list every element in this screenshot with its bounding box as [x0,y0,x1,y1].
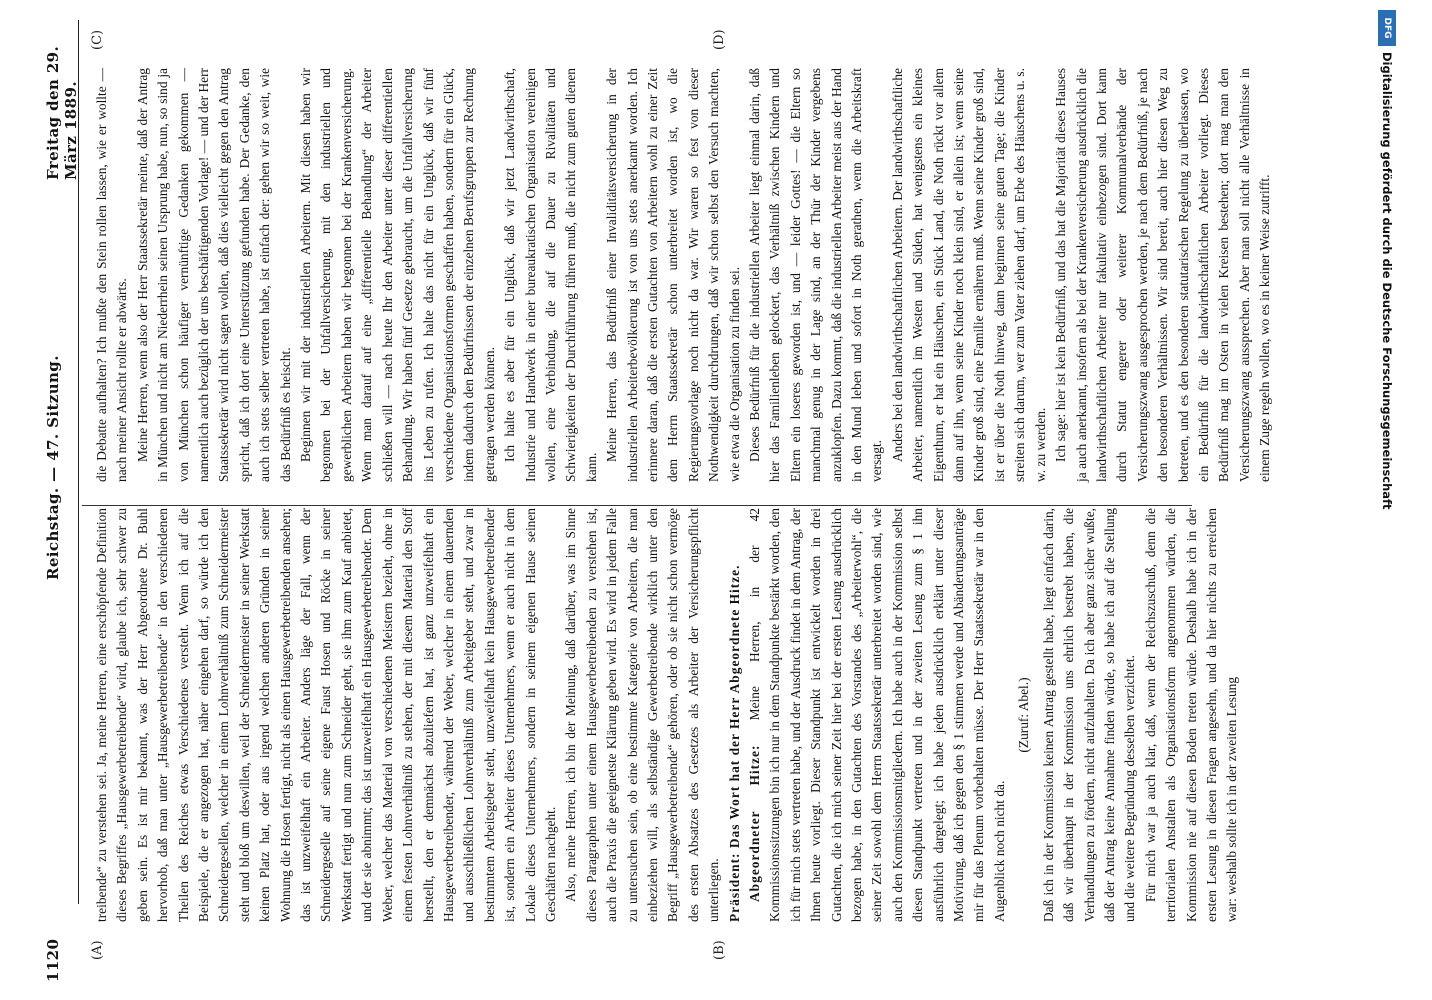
session-date: Freitag den 29. März 1889. [44,45,80,180]
paragraph: Ich halte es aber für ein Unglück, daß wir jetzt Landwirthschaft, Industrie und Handwerk in einer bureaukratischen Organisation vereinigen wollen, eine Verbindung, die auf die Dauer zu Rivalitäten und Schwierigkeiten der Durchführung führen muß, die nicht zum guten dienen kann. [502,68,599,482]
margin-marker-a: (A) [90,940,105,960]
funding-note [1380,52,1396,972]
margin-marker-c: (C) [90,29,105,50]
dfg-logo-text: DFG [1382,17,1392,39]
speaker-announcement [725,508,745,922]
paragraph: Beginnen wir mit der industriellen Arbeitern. Mit diesen haben wir begonnen bei der Unfallversicherung, mit den industriellen und gewerblichen Arbeitern haben wir begonnen bei der Krankenversicherung. Wenn man darauf auf eine „differentielle Behandlung“ der Arbeiter schließen will — nach heute Ihr den Arbeiter unter dieser differentiellen Behandlung. Wir haben fünf Gesetze gebraucht, um die Unfallversicherung ins Leben zu rufen. Ich halte das nicht für ein Unglück, daß wir fünf verschiedene Organisationsformen geschaffen haben, sondern für ein Glück, indem dadurch den Bedürfnissen der einzelnen Berufsgruppen zur Rechnung getragen werden können. [298,68,497,482]
paragraph [745,508,1010,922]
dfg-logo [1378,10,1396,46]
speaker-name: Abgeordneter Hitze: [747,744,762,902]
margin-marker-b: (B) [712,940,727,960]
running-head [38,0,80,1000]
funding-stamp [1378,10,1420,990]
margin-marker-d: (D) [712,29,727,50]
paragraph: treibende“ zu verstehen sei. Ja, meine Herren, eine erschöpfende Definition dieses Begriffes „Hausgewerbetreibende“ wird, glaube ich, sehr schwer zu geben sein. Es ist mir bekannt, was der Herr Abgeordnete Dr. Buhl hervorhob, daß man unter „Hausgewerbetreibende“ in den verschiedenen Theilen des Reiches etwas Verschiedenes versteht. Wenn ich auf die Beispiele, die er angezogen hat, näher eingehen darf, so würde ich den Schneidergesellen, welcher in einem Lohnverhältniß zum Schneidermeister steht und bloß um deswillen, weil der Schneidermeister in seiner Werkstatt keinen Platz hat, oder aus irgend welchen anderen Gründen in seiner Wohnung die Hosen fertigt, nicht als einen Hausgewerbetreibenden ansehen; das ist unzweifelhaft ein Arbeiter. Anders läge der Fall, wenn der Schneidergeselle auf seine eigene Faust Hosen und Röcke in seiner Werkstatt fertigt und nun zum Schneider geht, sie ihm zum Kauf anbietet, und der sie abnimmt; das ist unzweifelhaft ein Hausgewerbetreibender. Dem Weber, welcher das Material von verschiedenen Meistern bezieht, ohne in einem festen Lohnverhältniß zu stehen, der mit diesem Material den Stoff herstellt, den er demnächst abzuliefern hat, ist ganz unzweifelhaft ein Hausgewerbetreibender, während der Weber, welcher in einem dauernden und ausschließlichen Lohnverhältniß zum Arbeitgeber steht, und zwar in bestimmtem Arbeitsgeber steht, unzweifelhaft kein Hausgewerbetreibender ist, sondern ein Arbeiter dieses Unternehmers, wenn er auch nicht in dem Lokale dieses Unternehmers, sondern in seinem eigenen Hause seinen Geschäften nachgeht. [94,508,558,922]
page-number: 1120 [44,938,62,982]
paragraph: Meine Herren, das Bedürfniß einer Invaliditätsversicherung in der industriellen Arbeiterbevölkerung ist von uns stets anerkannt worden. Ich erinnere daran, daß die ersten Gutachten von Arbeitern wohl zu einer Zeit dem Herrn Staatssekretär schon unterbreitet worden ist, wo die Regierungsvorlage noch nicht da war. Wir waren so fest von dieser Nothwendigkeit durchdrungen, daß wir schon selbst den Versuch machten, wie etwa die Organisation zu finden sei. [604,68,742,482]
speaker-line: Präsident: Das Wort hat der Herr Abgeordnete Hitze. [726,564,742,922]
right-text-column [92,68,1276,482]
paragraph: Anders bei den landwirthschaftlichen Arbeitern. Der landwirthschaftliche Arbeiter, namentlich im Westen und Süden, hat wenigstens ein kleines Eigenthum, er hat ein Häuschen, ein Stück Land, die Noth rückt vor allem dann auf ihn, wenn seine Kinder noch klein sind, er allein ist; wenn seine Kinder groß sind, eine Familie ernähren muß. Wenn seine Kinder groß sind, ist er über die Noth hinweg, dann beginnen seine guten Tage; die Kinder streiten sich darum, wer zum Vater ziehen darf, um Erbe des Häuschens u. s. w. zu werden. [889,68,1048,482]
header-rule [78,20,79,904]
paragraph: Daß ich in der Kommission keinen Antrag gestellt habe, liegt einfach darin, daß wir überhaupt in der Kommission uns ehrlich bestrebt haben, die Verhandlungen zu fördern, nicht aufzuhalten. Da ich aber ganz sicher wußte, daß der Antrag keine Annahme finden würde, so habe ich auf die Stellung und die weitere Begründung desselben verzichtet. [1040,508,1138,922]
funding-note-text: Digitalisierung gefördert durch die Deutsche Forschungsgemeinschaft [1380,52,1394,510]
column-rule [82,505,1192,506]
paragraph: Meine Herren, wenn also der Herr Staatssekretär meinte, daß der Antrag in München und nicht am Niederrhein seinen Ursprung habe, nun, so sind ja von München schon häufiger vernünftige Gedanken gekommen — namentlich auch bezüglich der uns beschäftigenden Vorlage! — und der Herr Staatssekretär wird nicht sagen wollen, daß dies vielleicht gegen den Antrag spricht, daß ich dort eine Unterstützung gefunden habe. Der Gedanke, den auch ich stets selber vertreten habe, ist einfach der: gehen wir so weit, wie das Bedürfniß es heischt. [134,68,293,482]
speech-text: Meine Herren, in der 42 Kommissionssitzungen bin ich nur in dem Standpunkte bestärkt worden, den ich für mich stets vertreten habe, und der Ausdruck findet in dem Antrag, der Ihnen heute vorliegt. Dieser Standpunkt ist entwickelt worden in drei Gutachten, die ich mich seiner Zeit hier bei der ersten Lesung ausdrücklich bezogen habe, in den Gutachten des Vorstandes des „Arbeiterwohl“, die seiner Zeit sowohl dem Herrn Staatssekretär unterbreitet worden sind, wie auch den Kommissionsmitgliedern. Ich habe auch in der Kommission selbst diesen Standpunkt vertreten und in der zweiten Lesung zum § 1 ihn ausführlich dargelegt; ich habe jeden ausdrücklich erklärt unter dieser Motivirung, daß ich gegen den § 1 stimmen werde und Abänderungsanträge mir für das Plenum vorbehalten müsse. Der Herr Staatssekretär war in den Augenblick noch nicht da. [747,508,1007,922]
paragraph: Also, meine Herren, ich bin der Meinung, daß darüber, was im Sinne dieses Paragraphen unter einem Hausgewerbetreibenden zu verstehen ist, auch die Praxis die geeignetste Klärung geben wird. Es wird in jedem Falle zu untersuchen sein, ob eine bestimmte Kategorie von Arbeitern, die man einbeziehen will, als selbständige Gewerbetreibende wirklich unter den Begriff „Hausgewerbetreibende“ gehören, oder ob sie nicht schon vermöge des ersten Absatzes des Gesetzes als Arbeiter der Versicherungspflicht unterliegen. [563,508,722,922]
session-title: Reichstag. — 47. Sitzung. [44,355,62,580]
paragraph: Dieses Bedürfniß für die industriellen Arbeiter liegt einmal darin, daß hier das Familienleben gelockert, das Verhältniß zwischen Kindern und Eltern ein loseres geworden ist, und — leider Gottes! — die Eltern so manchmal genug in der Lage sind, an der Thür der Kinder vergebens anzuklopfen. Dazu kommt, daß die industriellen Arbeiter meist aus der Hand in den Mund leben und sofort in Noth gerathen, wenn die Arbeitskraft versagt. [747,68,885,482]
left-text-column [92,508,1243,922]
paragraph: Ich sage: hier ist kein Bedürfniß, und das hat die Majorität dieses Hauses ja auch anerkannt, insofern als bei der Krankenversicherung ausdrücklich die landwirthschaftlichen Arbeiter nur fakultativ einbezogen sind. Dort kann durch Statut engerer oder weiterer Kommunalverbände der Versicherungszwang ausgesprochen werden, je nach dem Bedürfniß, je nach den besonderen Verhältnissen. Wir sind bereit, auch hier diesen Weg zu betreten, und es den besonderen statutarischen Regelung zu überlassen, wo ein Bedürfniß für die landwirthschaftlichen Arbeiter vorliegt. Dieses Bedürfniß mag im Osten in vielen Kreisen bestehen; dort mag man den Versicherungszwang aussprechen. Aber man soll nicht alle Verhältnisse in einem Zuge regeln wollen, wo es in keiner Weise zutrifft. [1053,68,1273,482]
interjection: (Zuruf: Abel.) [1016,677,1032,753]
paragraph: die Debatte aufhalten? Ich mußte den Stein rollen lassen, wie er wollte — nach meiner Ansicht rollte er abwärts. [94,68,130,482]
paragraph: Für mich war ja auch klar, daß, wenn der Reichszuschuß, denn die territorialen Anstalten als Organisationsform angenommen würden, die Kommission nie auf diesen Boden treten würde. Deshalb habe ich in der ersten Lesung in diesen Fragen angesehn, und da hier nichts zu erreichen war: weshalb sollte ich in der zweiten Lesung [1142,508,1240,922]
